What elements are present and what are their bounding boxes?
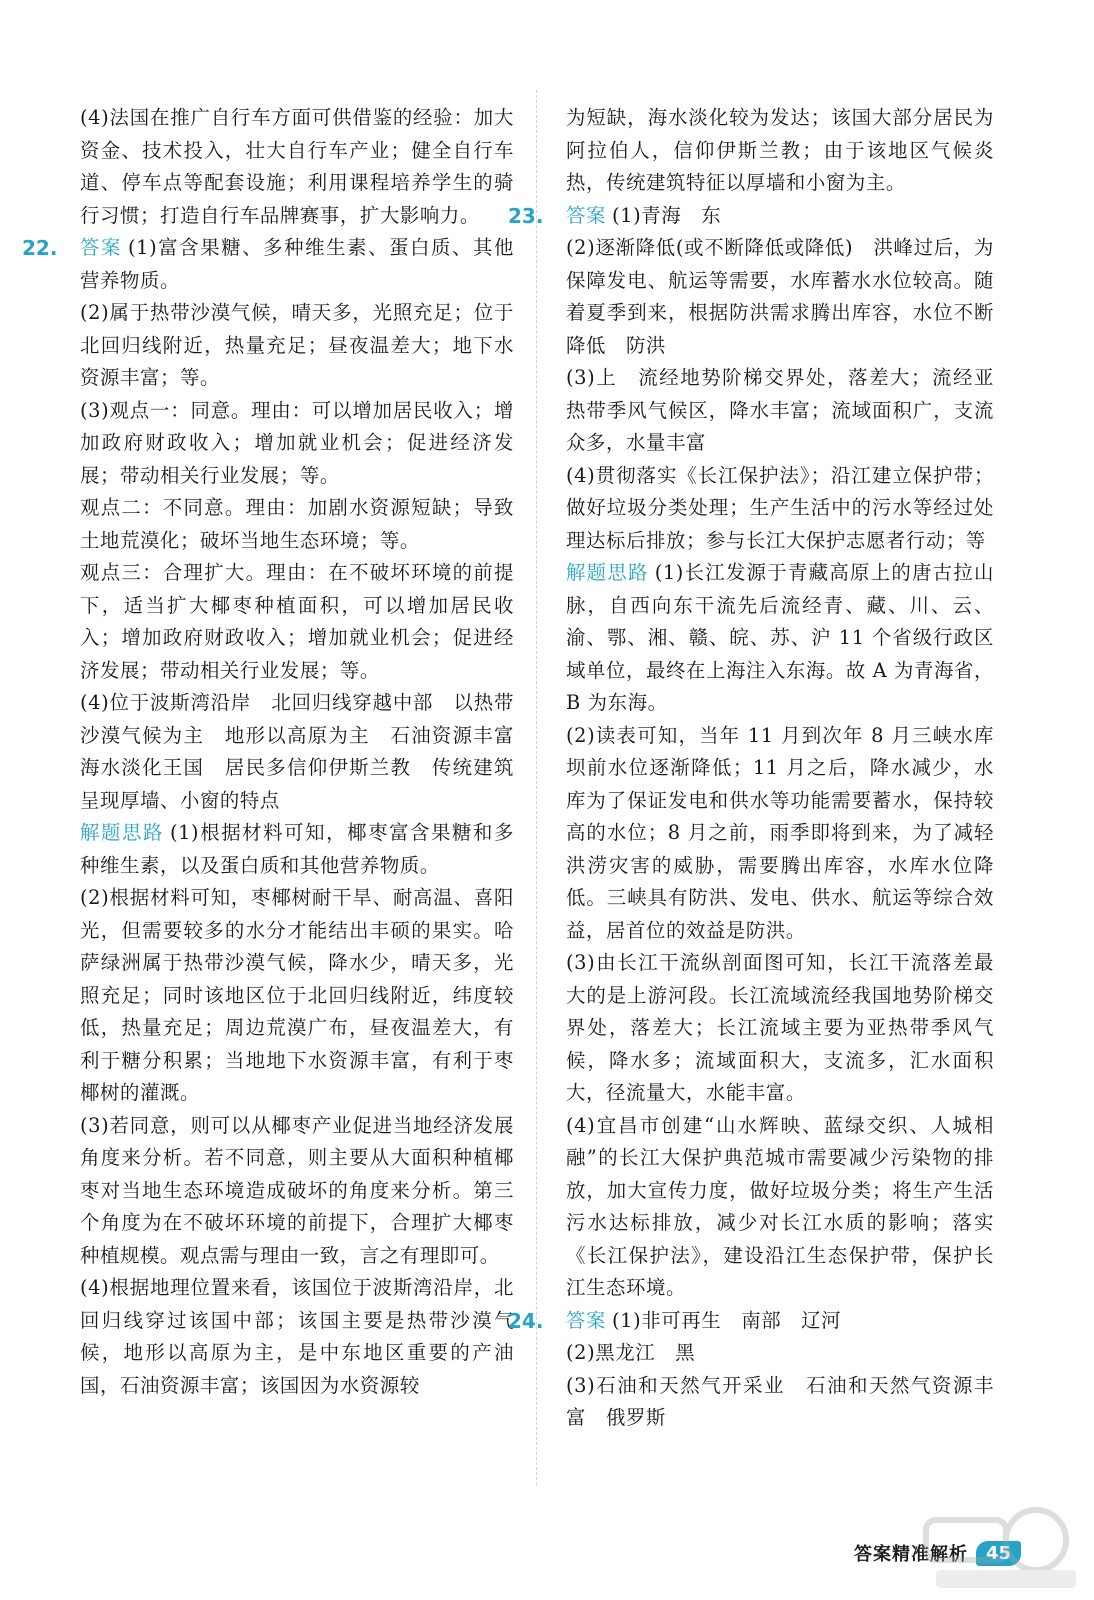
answer-paragraph	[80, 557, 514, 687]
answer-tag: 答案	[566, 1308, 606, 1332]
paragraph-text	[80, 232, 514, 297]
answer-paragraph	[80, 395, 514, 493]
page-number: 45	[976, 1541, 1021, 1566]
right-column	[508, 102, 994, 1435]
answer-paragraph	[80, 102, 514, 232]
solution-hint-tag: 解题思路	[80, 821, 164, 844]
paragraph-body: (4)位于波斯湾沿岸 北回归线穿越中部 以热带沙漠气候为主 地形以高原为主 石油资源丰富 海水淡化王国 居民多信仰伊斯兰教 传统建筑呈现厚墙、小窗的特点	[80, 691, 534, 812]
paragraph-text	[80, 1272, 514, 1402]
paragraph-body: (4)根据地理位置来看，该国位于波斯湾沿岸，北回归线穿过该国中部；该国主要是热带沙漠气候，地形以高原为主，是中东地区重要的产油国，石油资源丰富；该国因为水资源较	[80, 1276, 514, 1397]
paragraph-text	[80, 297, 514, 395]
page-footer	[854, 1533, 1034, 1573]
paragraph-text	[80, 882, 514, 1110]
paragraph-body: (3)上 流经地势阶梯交界处，落差大；流经亚热带季风气候区，降水丰富；流域面积广，支流众多，水量丰富	[566, 366, 994, 454]
solution-hint-tag: 解题思路	[566, 561, 649, 584]
paragraph-body: (4)法国在推广自行车方面可供借鉴的经验：加大资金、技术投入，壮大自行车产业；健全自行车道、停车点等配套设施；利用课程培养学生的骑行习惯；打造自行车品牌赛事，扩大影响力。	[80, 106, 514, 227]
paragraph-body: (1)长江发源于青藏高原上的唐古拉山脉，自西向东干流先后流经青、藏、川、云、渝、鄂、湘、赣、皖、苏、沪 11 个省级行政区域单位，最终在上海注入东海。故 A 为青海省，B 为东海。	[566, 561, 994, 714]
answer-paragraph	[508, 1305, 994, 1338]
question-number: 23.	[508, 203, 544, 228]
paragraph-text	[566, 362, 994, 460]
paragraph-body: (1)根据材料可知，椰枣富含果糖和多种维生素，以及蛋白质和其他营养物质。	[80, 821, 514, 877]
paragraph-body: (4)贯彻落实《长江保护法》；沿江建立保护带；做好垃圾分类处理；生产生活中的污水等经过处理达标后排放；参与长江大保护志愿者行动；等	[566, 463, 994, 552]
paragraph-text	[80, 102, 514, 232]
paragraph-text	[80, 1110, 514, 1273]
answer-paragraph	[22, 232, 515, 297]
paragraph-body: (1)非可再生 南部 辽河	[611, 1308, 842, 1332]
footer-label: 答案精准解析	[854, 1544, 968, 1565]
paragraph-body: (2)逐渐降低(或不断降低或降低) 洪峰过后，为保障发电、航运等需要，水库蓄水水位较高。随着夏季到来，根据防洪需求腾出库容，水位不断降低 防洪	[566, 236, 994, 357]
answer-paragraph	[80, 687, 534, 817]
paragraph-text	[80, 687, 534, 817]
answer-paragraph	[80, 817, 514, 882]
paragraph-text	[566, 1370, 994, 1435]
paragraph-text	[80, 492, 514, 557]
paragraph-text	[566, 1305, 994, 1338]
paragraph-text	[80, 557, 514, 687]
answer-paragraph	[80, 297, 514, 395]
paragraph-body: (2)读表可知，当年 11 月到次年 8 月三峡水库坝前水位逐渐降低；11 月之后，降水减少，水库为了保证发电和供水等功能需要蓄水，保持较高的水位；8 月之前，雨季即将到来，为了减轻洪涝灾害的威胁，需要腾出库容，水库水位降低。三峡具有防洪、发电、供水、航运等综合效益，居首位的效益是防洪。	[566, 723, 994, 942]
paragraph-body: (2)根据材料可知，枣椰树耐干旱、耐高温、喜阳光，但需要较多的水分才能结出丰硕的果实。哈萨绿洲属于热带沙漠气候，降水少，晴天多，光照充足；同时该地区位于北回归线附近，纬度较低，热量充足；周边荒漠广布，昼夜温差大，有利于糖分积累；当地地下水资源丰富，有利于枣椰树的灌溉。	[80, 886, 514, 1104]
answer-tag: 答案	[80, 236, 122, 259]
answer-paragraph	[80, 882, 514, 1110]
answer-paragraph	[566, 1110, 994, 1305]
answer-tag: 答案	[566, 203, 606, 227]
answer-paragraph	[566, 1337, 994, 1370]
answer-paragraph	[566, 232, 994, 362]
column-divider	[536, 90, 537, 1485]
paragraph-body: (3)若同意，则可以从椰枣产业促进当地经济发展角度来分析。若不同意，则主要从大面积种植椰枣对当地生态环境造成破坏的角度来分析。第三个角度为在不破坏环境的前提下，合理扩大椰枣种植规模。观点需与理由一致，言之有理即可。	[80, 1113, 514, 1267]
paragraph-text	[566, 460, 994, 558]
answer-paragraph	[566, 362, 994, 460]
answer-paragraph	[566, 1370, 994, 1435]
paragraph-text	[80, 395, 514, 493]
answer-paragraph	[508, 200, 994, 233]
paragraph-text	[566, 232, 994, 362]
paragraph-text	[566, 720, 994, 948]
paragraph-text	[80, 817, 514, 882]
answer-paragraph	[566, 947, 994, 1110]
paragraph-body: 观点二：不同意。理由：加剧水资源短缺；导致土地荒漠化；破坏当地生态环境；等。	[80, 496, 514, 552]
paragraph-body: 观点三：合理扩大。理由：在不破坏环境的前提下，适当扩大椰枣种植面积，可以增加居民收入；增加政府财政收入；增加就业机会；促进经济发展；带动相关行业发展；等。	[80, 561, 514, 682]
answer-paragraph	[566, 557, 994, 720]
paragraph-text	[566, 102, 994, 200]
paragraph-text	[566, 1337, 994, 1370]
answer-paragraph	[80, 1110, 514, 1273]
paragraph-body: (3)由长江干流纵剖面图可知，长江干流落差最大的是上游河段。长江流域流经我国地势阶梯交界处，落差大；长江流域主要为亚热带季风气候，降水多；流域面积大，支流多，汇水面积大，径流量大，水能丰富。	[566, 951, 994, 1104]
answer-paragraph	[80, 492, 514, 557]
paragraph-body: (3)观点一：同意。理由：可以增加居民收入；增加政府财政收入；增加就业机会；促进经济发展；带动相关行业发展；等。	[80, 398, 514, 487]
question-number: 24.	[508, 1308, 544, 1333]
paragraph-text	[566, 200, 994, 233]
answer-paragraph	[566, 460, 994, 558]
answer-paragraph	[566, 720, 994, 948]
paragraph-text	[566, 557, 994, 720]
paragraph-body: (3)石油和天然气开采业 石油和天然气资源丰富 俄罗斯	[566, 1373, 994, 1429]
paragraph-body: (1)富含果糖、多种维生素、蛋白质、其他营养物质。	[80, 236, 515, 292]
question-number: 22.	[22, 236, 58, 260]
paragraph-text	[566, 947, 994, 1110]
paragraph-text	[566, 1110, 994, 1305]
answer-paragraph	[80, 1272, 514, 1402]
paragraph-body: 为短缺，海水淡化较为发达；该国大部分居民为阿拉伯人，信仰伊斯兰教；由于该地区气候炎热，传统建筑特征以厚墙和小窗为主。	[566, 106, 994, 194]
paragraph-body: (1)青海 东	[611, 203, 722, 227]
paragraph-body: (2)属于热带沙漠气候，晴天多，光照充足；位于北回归线附近，热量充足；昼夜温差大；地下水资源丰富；等。	[80, 301, 514, 389]
paragraph-body: (4)宜昌市创建“山水辉映、蓝绿交织、人城相融”的长江大保护典范城市需要减少污染物的排放，加大宣传力度，做好垃圾分类；将生产生活污水达标排放，减少对长江水质的影响；落实《长江保护法》，建设沿江生态保护带，保护长江生态环境。	[566, 1113, 994, 1299]
paragraph-body: (2)黑龙江 黑	[566, 1341, 696, 1364]
answer-paragraph	[566, 102, 994, 200]
